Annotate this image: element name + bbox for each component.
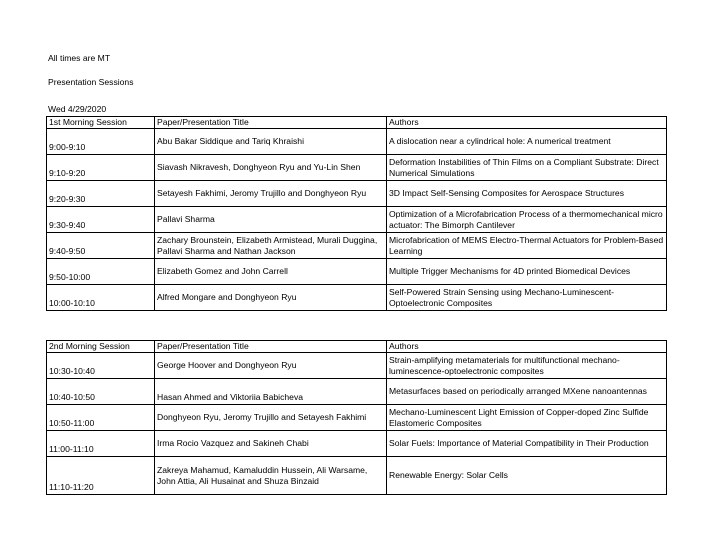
section-heading: Presentation Sessions xyxy=(48,77,134,87)
authors-cell: Siavash Nikravesh, Donghyeon Ryu and Yu-Lin Shen xyxy=(155,155,387,181)
time-slot: 11:10-11:20 xyxy=(47,457,155,495)
column-header: Authors xyxy=(387,341,667,353)
title-cell: Multiple Trigger Mechanisms for 4D printed Biomedical Devices xyxy=(387,259,667,285)
time-slot: 9:00-9:10 xyxy=(47,129,155,155)
time-slot: 10:40-10:50 xyxy=(47,379,155,405)
time-slot: 9:10-9:20 xyxy=(47,155,155,181)
time-slot: 10:00-10:10 xyxy=(47,285,155,311)
authors-cell: Alfred Mongare and Donghyeon Ryu xyxy=(155,285,387,311)
session-table-2 xyxy=(46,340,667,495)
session-name: 1st Morning Session xyxy=(47,117,155,129)
title-cell: Deformation Instabilities of Thin Films on a Compliant Substrate: Direct Numerical Simulations xyxy=(387,155,667,181)
table-row xyxy=(47,181,667,207)
table-row xyxy=(47,129,667,155)
authors-cell: Irma Rocio Vazquez and Sakineh Chabi xyxy=(155,431,387,457)
table-row xyxy=(47,233,667,259)
table-row xyxy=(47,207,667,233)
title-cell: Renewable Energy: Solar Cells xyxy=(387,457,667,495)
session-date: Wed 4/29/2020 xyxy=(48,104,107,114)
table-row xyxy=(47,457,667,495)
authors-cell: Setayesh Fakhimi, Jeromy Trujillo and Donghyeon Ryu xyxy=(155,181,387,207)
authors-cell: Elizabeth Gomez and John Carrell xyxy=(155,259,387,285)
title-cell: Metasurfaces based on periodically arranged MXene nanoantennas xyxy=(387,379,667,405)
timezone-note: All times are MT xyxy=(48,53,111,63)
time-slot: 9:40-9:50 xyxy=(47,233,155,259)
authors-cell: Donghyeon Ryu, Jeromy Trujillo and Setayesh Fakhimi xyxy=(155,405,387,431)
time-slot: 9:20-9:30 xyxy=(47,181,155,207)
authors-cell: Zachary Brounstein, Elizabeth Armistead, Murali Duggina, Pallavi Sharma and Nathan Jackson xyxy=(155,233,387,259)
title-cell: Optimization of a Microfabrication Process of a thermomechanical micro actuator: The Bimorph Cantilever xyxy=(387,207,667,233)
authors-cell: George Hoover and Donghyeon Ryu xyxy=(155,353,387,379)
authors-cell: Pallavi Sharma xyxy=(155,207,387,233)
column-header: Paper/Presentation Title xyxy=(155,341,387,353)
authors-cell: Hasan Ahmed and Viktoriia Babicheva xyxy=(155,379,387,405)
session-name: 2nd Morning Session xyxy=(47,341,155,353)
table-row xyxy=(47,285,667,311)
time-slot: 9:50-10:00 xyxy=(47,259,155,285)
table-row xyxy=(47,379,667,405)
table-row xyxy=(47,353,667,379)
table-row xyxy=(47,259,667,285)
title-cell: Self-Powered Strain Sensing using Mechano-Luminescent-Optoelectronic Composites xyxy=(387,285,667,311)
session-table-1 xyxy=(46,116,667,311)
time-slot: 9:30-9:40 xyxy=(47,207,155,233)
authors-cell: Zakreya Mahamud, Kamaluddin Hussein, Ali Warsame, John Attia, Ali Husainat and Shuza Binzaid xyxy=(155,457,387,495)
time-slot: 11:00-11:10 xyxy=(47,431,155,457)
table-header-row xyxy=(47,341,667,353)
table-row xyxy=(47,405,667,431)
title-cell: A dislocation near a cylindrical hole: A numerical treatment xyxy=(387,129,667,155)
time-slot: 10:30-10:40 xyxy=(47,353,155,379)
title-cell: Strain-amplifying metamaterials for multifunctional mechano-luminescence-optoelectronic composites xyxy=(387,353,667,379)
title-cell: 3D Impact Self-Sensing Composites for Aerospace Structures xyxy=(387,181,667,207)
title-cell: Mechano-Luminescent Light Emission of Copper-doped Zinc Sulfide Elastomeric Composites xyxy=(387,405,667,431)
title-cell: Microfabrication of MEMS Electro-Thermal Actuators for Problem-Based Learning xyxy=(387,233,667,259)
column-header: Authors xyxy=(387,117,667,129)
column-header: Paper/Presentation Title xyxy=(155,117,387,129)
title-cell: Solar Fuels: Importance of Material Compatibility in Their Production xyxy=(387,431,667,457)
table-row xyxy=(47,431,667,457)
table-header-row xyxy=(47,117,667,129)
table-row xyxy=(47,155,667,181)
time-slot: 10:50-11:00 xyxy=(47,405,155,431)
authors-cell: Abu Bakar Siddique and Tariq Khraishi xyxy=(155,129,387,155)
